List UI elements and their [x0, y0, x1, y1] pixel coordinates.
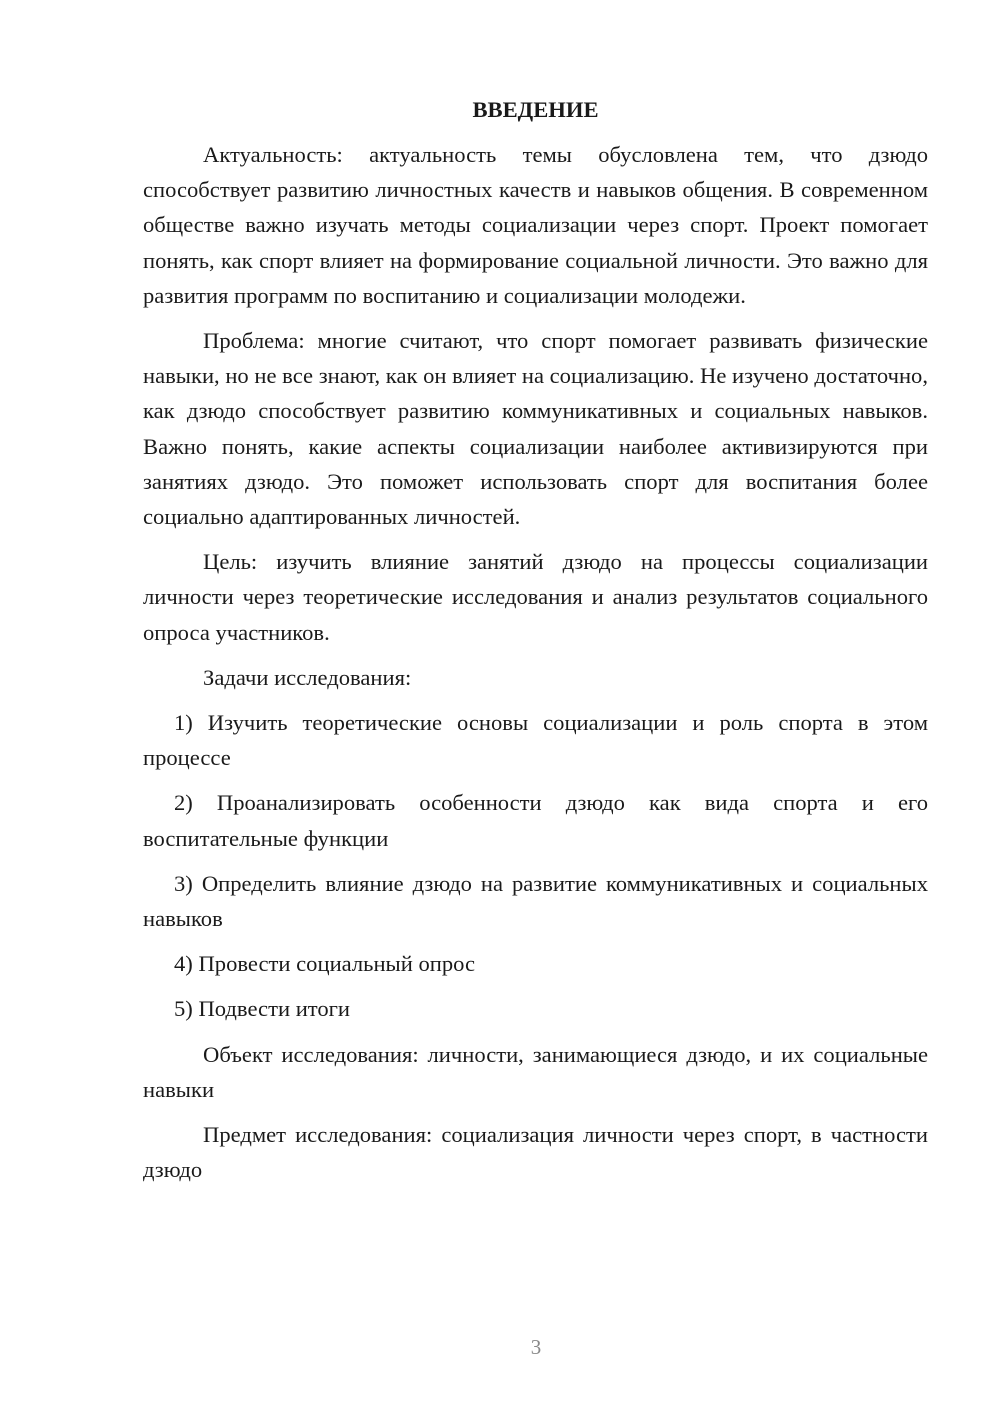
- document-page-content: [143, 92, 928, 1197]
- problem-paragraph: Проблема: многие считают, что спорт помогает развивать физические навыки, но не все знают, как он влияет на социализацию. Не изучено достаточно, как дзюдо способствует развитию коммуникативных и социальных навыков. Важно понять, какие аспекты социализации наиболее активизируются при занятиях дзюдо. Это поможет использовать спорт для воспитания более социально адаптированных личностей.: [143, 328, 928, 530]
- task-item: 1) Изучить теоретические основы социализации и роль спорта в этом процессе: [143, 710, 928, 771]
- tasks-heading: Задачи исследования:: [203, 664, 412, 690]
- research-object-paragraph: Объект исследования: личности, занимающиеся дзюдо, и их социальные навыки: [143, 1041, 928, 1102]
- task-item: 3) Определить влияние дзюдо на развитие коммуникативных и социальных навыков: [143, 870, 928, 932]
- page-title: ВВЕДЕНИЕ: [472, 97, 599, 122]
- task-item: 2) Проанализировать особенности дзюдо как вида спорта и его воспитательные функции: [143, 790, 928, 851]
- research-subject-paragraph: Предмет исследования: социализация личности через спорт, в частности дзюдо: [143, 1122, 928, 1183]
- page-number: 3: [530, 1335, 542, 1359]
- relevance-paragraph: Актуальность: актуальность темы обусловлена тем, что дзюдо способствует развитию личностных качеств и навыков общения. В современном обществе важно изучать методы социализации через спорт. Проект помогает понять, как спорт влияет на формирование социальной личности. Это важно для развития программ по воспитанию и социализации молодежи.: [143, 142, 928, 308]
- goal-paragraph: Цель: изучить влияние занятий дзюдо на процессы социализации личности через теоретические исследования и анализ результатов социального опроса участников.: [143, 549, 928, 645]
- task-item: 4) Провести социальный опрос: [174, 951, 476, 977]
- task-item: 5) Подвести итоги: [174, 996, 351, 1022]
